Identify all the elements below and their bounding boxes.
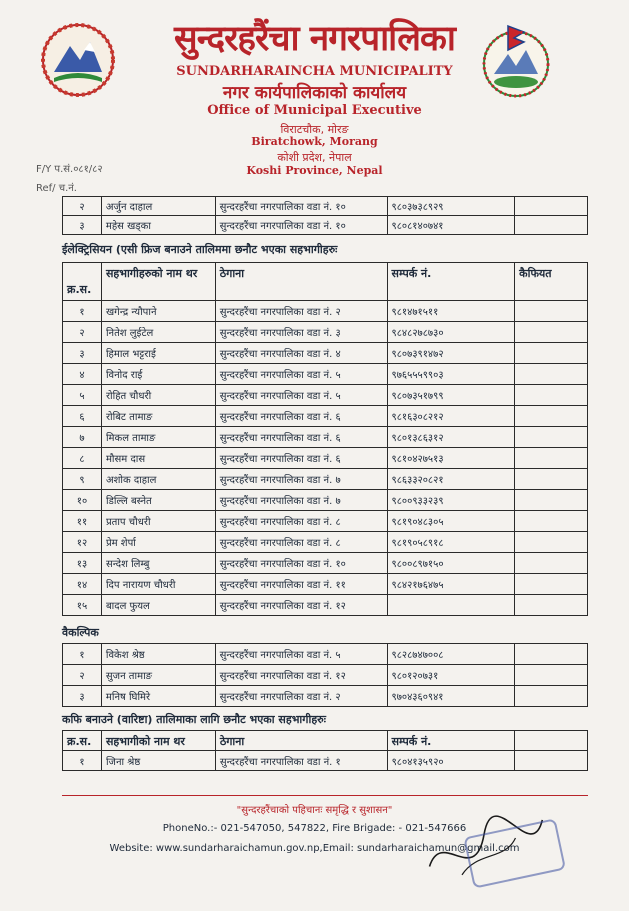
- cell-contact: ९८२८७४७००८: [387, 644, 515, 665]
- table-row: [63, 686, 588, 707]
- coffee-heading: कफि बनाउने (वारिष्टा) तालिमाका लागि छनौट भएका सहभागीहरुः: [62, 713, 326, 726]
- cell-remarks: [515, 322, 588, 343]
- cell-address: सुन्दरहरैंचा नगरपालिका वडा नं. ६: [215, 406, 387, 427]
- cell-name: हिमाल भट्टराई: [101, 343, 215, 364]
- table-row: [63, 216, 588, 235]
- province-en: Koshi Province, Nepal: [246, 164, 383, 177]
- table-row: [63, 490, 588, 511]
- cell-remarks: [515, 385, 588, 406]
- cell-sn: १: [63, 301, 102, 322]
- alternate-heading: वैकल्पिक: [62, 626, 99, 639]
- cell-sn: १: [63, 644, 102, 665]
- cell-contact: ९८०७३५१७९९: [387, 385, 515, 406]
- cell-address: सुन्दरहरैंचा नगरपालिका वडा नं. १२: [215, 665, 387, 686]
- office-np: नगर कार्यपालिकाको कार्यालय: [222, 83, 407, 103]
- col-address-header: ठेगाना: [215, 263, 387, 301]
- col-sn-header: क्र.स.: [63, 263, 102, 301]
- cell-name: विकेश श्रेष्ठ: [101, 644, 215, 665]
- cell-contact: ९८१९०४८३०५: [387, 511, 515, 532]
- col-sn-header: क्र.स.: [63, 731, 102, 751]
- cell-address: सुन्दरहरैंचा नगरपालिका वडा नं. १०: [215, 553, 387, 574]
- col-address-header: ठेगाना: [215, 731, 387, 751]
- cell-sn: ११: [63, 511, 102, 532]
- col-remarks-header: [515, 731, 588, 751]
- cell-name: महेस खड्का: [101, 216, 215, 235]
- cell-sn: २: [63, 197, 102, 216]
- cell-name: रोहित चौधरी: [101, 385, 215, 406]
- cell-sn: १४: [63, 574, 102, 595]
- cell-contact: ९८१६३०८२१२: [387, 406, 515, 427]
- cell-sn: २: [63, 665, 102, 686]
- cell-remarks: [515, 216, 588, 235]
- cell-contact: ९८१०४२७५१३: [387, 448, 515, 469]
- col-contact-header: सम्पर्क नं.: [387, 731, 515, 751]
- cell-contact: ९८०८१४०७४१: [387, 216, 515, 235]
- cell-contact: ९८०४१३५९२०: [387, 751, 515, 771]
- cell-name: रोबिट तामाङ: [101, 406, 215, 427]
- reference-number: Ref/ च.नं.: [36, 183, 77, 194]
- table-row: [63, 197, 588, 216]
- col-name-header: सहभागीहरुको नाम थर: [101, 263, 215, 301]
- cell-address: सुन्दरहरैंचा नगरपालिका वडा नं. ४: [215, 343, 387, 364]
- cell-contact: ९७६५५५९९०३: [387, 364, 515, 385]
- fiscal-year: F/Y प.सं.०८१/८२: [36, 164, 103, 175]
- cell-sn: १०: [63, 490, 102, 511]
- cell-sn: ८: [63, 448, 102, 469]
- cell-address: सुन्दरहरैंचा नगरपालिका वडा नं. ३: [215, 322, 387, 343]
- province-np: कोशी प्रदेश, नेपाल: [277, 151, 352, 164]
- cell-contact: [387, 595, 515, 616]
- cell-remarks: [515, 553, 588, 574]
- table-row: [63, 385, 588, 406]
- table-row: [63, 665, 588, 686]
- cell-address: सुन्दरहरैंचा नगरपालिका वडा नं. १२: [215, 595, 387, 616]
- cell-contact: ९८०१२०७३१: [387, 665, 515, 686]
- cell-name: दिप नारायण चौधरी: [101, 574, 215, 595]
- cell-name: प्रेम शेर्पा: [101, 532, 215, 553]
- cell-name: जिना श्रेष्ठ: [101, 751, 215, 771]
- cell-name: प्रताप चौधरी: [101, 511, 215, 532]
- col-remarks-header: कैफियत: [515, 263, 588, 301]
- cell-remarks: [515, 364, 588, 385]
- cell-sn: ३: [63, 216, 102, 235]
- cell-contact: ९८६३३२०८२१: [387, 469, 515, 490]
- cell-address: सुन्दरहरैंचा नगरपालिका वडा नं. ७: [215, 469, 387, 490]
- cell-sn: ६: [63, 406, 102, 427]
- cell-contact: ९८४८२७८७३०: [387, 322, 515, 343]
- cell-address: सुन्दरहरैंचा नगरपालिका वडा नं. ६: [215, 427, 387, 448]
- cell-contact: ९८०७३९१४७२: [387, 343, 515, 364]
- cell-remarks: [515, 427, 588, 448]
- col-name-header: सहभागीको नाम थर: [101, 731, 215, 751]
- table-header-row: [63, 263, 588, 301]
- footer-slogan: "सुन्दरहरैंचाको पहिचानः समृद्धि र सुशासन": [236, 805, 393, 816]
- cell-address: सुन्दरहरैंचा नगरपालिका वडा नं. ८: [215, 511, 387, 532]
- cell-contact: ९८१९०५८९१८: [387, 532, 515, 553]
- cell-name: मिकल तामाङ: [101, 427, 215, 448]
- cell-name: खगेन्द्र न्यौपाने: [101, 301, 215, 322]
- cell-contact: ९७०४३६०९४१: [387, 686, 515, 707]
- cell-remarks: [515, 197, 588, 216]
- cell-sn: ४: [63, 364, 102, 385]
- col-contact-header: सम्पर्क नं.: [387, 263, 515, 301]
- cell-remarks: [515, 751, 588, 771]
- cell-sn: ७: [63, 427, 102, 448]
- cell-address: सुन्दरहरैंचा नगरपालिका वडा नं. २: [215, 301, 387, 322]
- cell-contact: ९८००८९७१५०: [387, 553, 515, 574]
- table-header-row: [63, 731, 588, 751]
- cell-contact: ९८४२१७६४७५: [387, 574, 515, 595]
- cell-contact: ९८०३७३८९२९: [387, 197, 515, 216]
- table-row: [63, 595, 588, 616]
- cell-name: मौसम दास: [101, 448, 215, 469]
- cell-name: डिल्लि बस्नेत: [101, 490, 215, 511]
- table-row: [63, 511, 588, 532]
- cell-remarks: [515, 406, 588, 427]
- table-row: [63, 343, 588, 364]
- table-row: [63, 469, 588, 490]
- cell-name: अशोक दाहाल: [101, 469, 215, 490]
- cell-sn: २: [63, 322, 102, 343]
- cell-remarks: [515, 343, 588, 364]
- cell-remarks: [515, 686, 588, 707]
- coffee-table: [62, 730, 588, 771]
- cell-sn: १२: [63, 532, 102, 553]
- table-row: [63, 644, 588, 665]
- cell-address: सुन्दरहरैंचा नगरपालिका वडा नं. ५: [215, 644, 387, 665]
- place-np: विराटचौक, मोरङ: [280, 123, 349, 136]
- cell-address: सुन्दरहरैंचा नगरपालिका वडा नं. १०: [215, 197, 387, 216]
- cell-contact: ९८००९३३२३९: [387, 490, 515, 511]
- table-row: [63, 553, 588, 574]
- cell-remarks: [515, 644, 588, 665]
- footer-website: Website: www.sundarharaichamun.gov.np,Email: sundarharaichamun@gmail.com: [109, 843, 520, 854]
- cell-remarks: [515, 448, 588, 469]
- cell-address: सुन्दरहरैंचा नगरपालिका वडा नं. २: [215, 686, 387, 707]
- cell-sn: १३: [63, 553, 102, 574]
- table-row: [63, 406, 588, 427]
- cell-sn: ५: [63, 385, 102, 406]
- table-row: [63, 364, 588, 385]
- cell-name: विनोद राई: [101, 364, 215, 385]
- table-row: [63, 448, 588, 469]
- table-row: [63, 322, 588, 343]
- cell-address: सुन्दरहरैंचा नगरपालिका वडा नं. १०: [215, 216, 387, 235]
- place-en: Biratchowk, Morang: [251, 135, 378, 148]
- continuation-table: [62, 196, 588, 235]
- cell-name: नितेश लुईटेल: [101, 322, 215, 343]
- table-row: [63, 751, 588, 771]
- cell-name: सन्देश लिम्बु: [101, 553, 215, 574]
- cell-address: सुन्दरहरैंचा नगरपालिका वडा नं. ६: [215, 448, 387, 469]
- cell-remarks: [515, 490, 588, 511]
- table-row: [63, 301, 588, 322]
- cell-sn: १५: [63, 595, 102, 616]
- footer-divider: [62, 795, 588, 796]
- cell-contact: ९८१४७१५११: [387, 301, 515, 322]
- cell-remarks: [515, 665, 588, 686]
- cell-remarks: [515, 532, 588, 553]
- office-en: Office of Municipal Executive: [207, 103, 422, 118]
- cell-sn: ३: [63, 343, 102, 364]
- table-row: [63, 427, 588, 448]
- cell-contact: ९८०१३८६३१२: [387, 427, 515, 448]
- title-en: SUNDARHARAINCHA MUNICIPALITY: [176, 64, 453, 79]
- cell-remarks: [515, 301, 588, 322]
- cell-sn: ३: [63, 686, 102, 707]
- alternate-table: [62, 643, 588, 707]
- electrician-table: [62, 262, 588, 616]
- cell-remarks: [515, 595, 588, 616]
- cell-address: सुन्दरहरैंचा नगरपालिका वडा नं. ११: [215, 574, 387, 595]
- cell-address: सुन्दरहरैंचा नगरपालिका वडा नं. १: [215, 751, 387, 771]
- cell-name: अर्जुन दाहाल: [101, 197, 215, 216]
- cell-name: मनिष घिमिरे: [101, 686, 215, 707]
- cell-sn: १: [63, 751, 102, 771]
- cell-remarks: [515, 511, 588, 532]
- electrician-heading: ईलेक्ट्रिसियन (एसी फ्रिज बनाउने तालिममा छनौट भएका सहभागीहरुः: [62, 243, 338, 256]
- title-np: सुन्दरहरैंचा नगरपालिका: [174, 18, 455, 59]
- cell-address: सुन्दरहरैंचा नगरपालिका वडा नं. ८: [215, 532, 387, 553]
- cell-name: बादल फुयल: [101, 595, 215, 616]
- cell-remarks: [515, 574, 588, 595]
- cell-sn: ९: [63, 469, 102, 490]
- cell-remarks: [515, 469, 588, 490]
- cell-address: सुन्दरहरैंचा नगरपालिका वडा नं. ५: [215, 364, 387, 385]
- table-row: [63, 532, 588, 553]
- table-row: [63, 574, 588, 595]
- cell-name: सुजन तामाङ: [101, 665, 215, 686]
- footer-phone: PhoneNo.:- 021-547050, 547822, Fire Brigade: - 021-547666: [162, 823, 467, 834]
- cell-address: सुन्दरहरैंचा नगरपालिका वडा नं. ५: [215, 385, 387, 406]
- cell-address: सुन्दरहरैंचा नगरपालिका वडा नं. ७: [215, 490, 387, 511]
